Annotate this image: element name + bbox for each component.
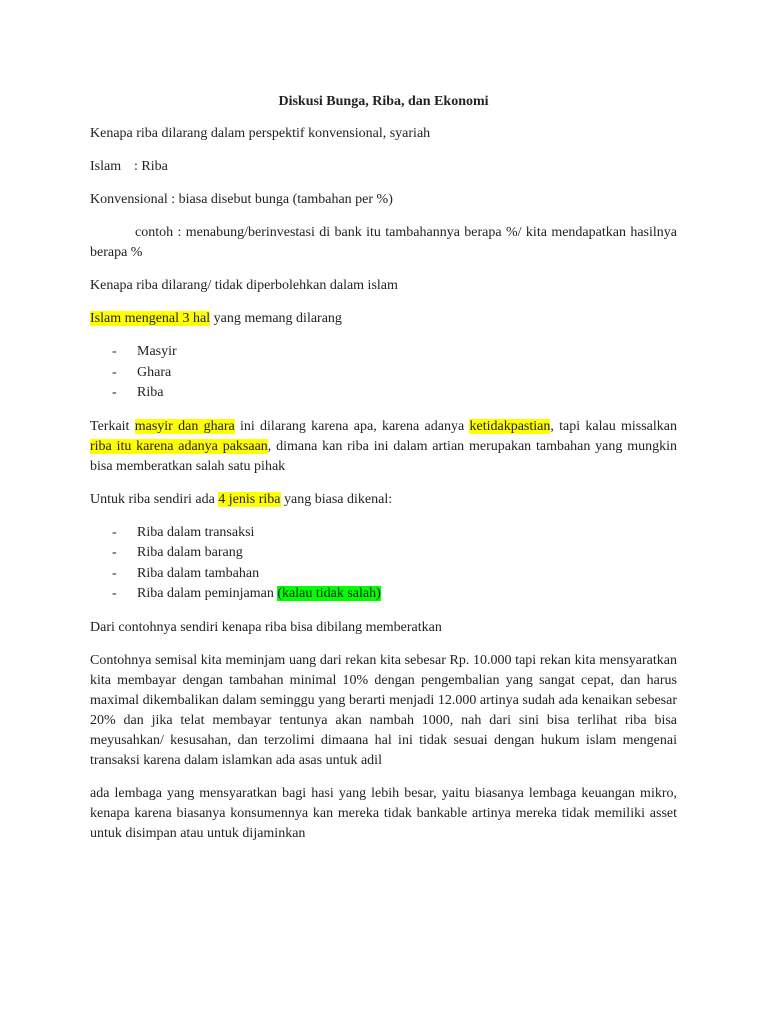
text-segment: , dimana kan riba ini dalam artian merupakan tambahan yang mungkin bisa memberatkan salah satu pihak <box>90 438 677 474</box>
list-item-text: Riba <box>137 385 164 400</box>
document-page <box>90 92 677 857</box>
highlight-note: (kalau tidak salah) <box>277 586 381 601</box>
list-item-text: Ghara <box>137 364 172 380</box>
paragraph-lembaga: ada lembaga yang mensyaratkan bagi hasi yang lebih besar, yaitu biasanya lembaga keuangan mikro, kenapa karena biasanya konsumennya kan mereka tidak bankable artinya mereka tidak memiliki asset untuk disimpan atau untuk dijaminkan <box>90 785 677 841</box>
list-item-text: Riba dalam transaksi <box>137 524 255 540</box>
highlight-paksaan: riba itu karena adanya paksaan <box>90 438 268 454</box>
list-item <box>90 383 677 404</box>
paragraph-kenapa-dilarang: Kenapa riba dilarang/ tidak diperbolehkan dalam islam <box>90 278 398 293</box>
list-jenis-riba <box>90 523 677 605</box>
document-title: Diskusi Bunga, Riba, dan Ekonomi <box>278 94 489 109</box>
paragraph-islam <box>90 157 677 177</box>
text-tiga-hal-rest: yang memang dilarang <box>210 311 342 326</box>
list-item <box>90 584 677 605</box>
paragraph-terkait <box>90 417 677 477</box>
text-segment: Untuk riba sendiri ada <box>90 491 219 507</box>
list-item <box>90 523 677 544</box>
highlight-tiga-hal: Islam mengenal 3 hal <box>90 311 211 326</box>
islam-label: Islam <box>90 159 122 174</box>
text-segment: , tapi kalau missalkan <box>550 418 677 434</box>
list-item-text: Riba dalam peminjaman <box>137 586 278 601</box>
dash-bullet: - <box>112 524 117 540</box>
highlight-ketidakpastian: ketidakpastian <box>469 418 551 434</box>
list-item <box>90 564 677 585</box>
highlight-4-jenis-riba: 4 jenis riba <box>218 491 281 507</box>
list-item <box>90 363 677 384</box>
list-item <box>90 342 677 363</box>
list-item-text: Riba dalam barang <box>137 545 243 560</box>
dash-bullet: - <box>112 385 117 400</box>
dash-bullet: - <box>112 586 117 601</box>
paragraph-question: Kenapa riba dilarang dalam perspektif konvensional, syariah <box>90 126 431 141</box>
text-segment: yang biasa dikenal: <box>280 491 393 507</box>
dash-bullet: - <box>112 344 117 359</box>
dash-bullet: - <box>112 565 117 581</box>
highlight-masyir-ghara: masyir dan ghara <box>134 418 235 434</box>
text-segment: Terkait <box>90 418 135 434</box>
list-dilarang <box>90 342 677 404</box>
paragraph-contoh: contoh : menabung/berinvestasi di bank itu tambahannya berapa %/ kita mendapatkan hasilnya berapa % <box>90 225 677 260</box>
paragraph-jenis-riba <box>90 490 677 510</box>
paragraph-tiga-hal <box>90 309 677 329</box>
list-item <box>90 543 677 564</box>
dash-bullet: - <box>112 364 117 380</box>
list-item-text: Masyir <box>137 344 177 359</box>
paragraph-memberatkan: Dari contohnya sendiri kenapa riba bisa dibilang memberatkan <box>90 619 442 635</box>
paragraph-konvensional: Konvensional : biasa disebut bunga (tambahan per %) <box>90 192 393 207</box>
islam-value: : Riba <box>134 159 168 174</box>
dash-bullet: - <box>112 545 117 560</box>
paragraph-contohnya: Contohnya semisal kita meminjam uang dari rekan kita sebesar Rp. 10.000 tapi rekan kita mensyaratkan kita membayar dengan tambahan minimal 10% dengan pengembalian yang sangat cepat, dan harus maximal dikembalikan dalam seminggu yang berarti menjadi 12.000 artinya sudah ada kenaikan sebesar 20% dan jika telat membayar tentunya akan nambah 1000, nah dari sini bisa terlihat riba bisa meyusahkan/ kesusahan, dan terzolimi dimaana hal ini tidak sesuai dengan hukum islam mengenai transaksi karena dalam islamkan ada asas untuk adil <box>90 652 677 768</box>
text-segment: ini dilarang karena apa, karena adanya <box>234 418 470 434</box>
list-item-text: Riba dalam tambahan <box>137 565 260 581</box>
